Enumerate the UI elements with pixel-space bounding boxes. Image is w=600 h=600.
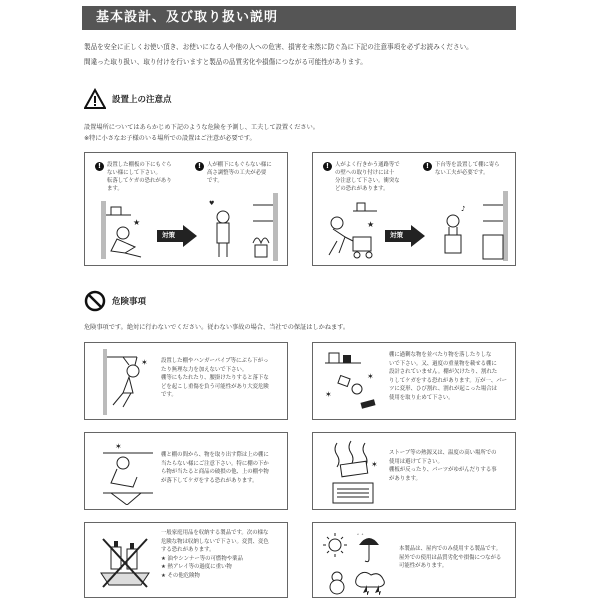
danger-line: 本製品は、屋内でのみ使用する製品です。: [399, 546, 501, 552]
svg-text:★: ★: [133, 218, 141, 227]
svg-text:✶: ✶: [115, 442, 122, 451]
danger-line: があります。: [389, 475, 421, 482]
danger-note: 危険事項です。絶対に行わないでください。従わない事故の場合、当社での保証はしかねます。: [84, 324, 350, 331]
warn-line: ない工夫が必要です。: [435, 170, 489, 176]
danger-line: 屋外での使用は品質劣化や損傷につながる: [399, 554, 502, 561]
child-beside-shelf-illustration: [201, 193, 281, 261]
danger-line: 棚と棚の間から、物を取り出す際は上の棚に: [161, 452, 269, 458]
danger-panel-overload: [312, 342, 516, 420]
warning-triangle-icon: [84, 88, 106, 110]
danger-line: 当たらない様にご注意下さい。特に棚の下か: [161, 460, 269, 467]
exclamation-icon: !: [95, 162, 104, 171]
install-section-heading: [84, 88, 172, 110]
danger-panel-heat-text: [389, 449, 497, 483]
weather-icons-illustration: [321, 527, 395, 595]
person-hanging-illustration: [93, 349, 157, 415]
warn-line: 分注意して下さい。衝突な: [335, 178, 400, 184]
danger-panel-hanging: [84, 342, 288, 420]
install-panel-2: [312, 152, 516, 266]
danger-line: ツに変形、ひび割れ、割れが起こった場合は: [389, 386, 498, 393]
person-with-cart-illustration: [323, 201, 385, 261]
warn-line: 人がよく行きかう通路等で: [335, 162, 400, 168]
warn-line: ない様にして下さい。: [107, 170, 161, 176]
exclamation-icon: !: [195, 162, 204, 171]
intro-line-2: 間違った取り扱い、取り付けを行いますと製品の品質劣化や損傷につながる可能性があります。: [84, 58, 367, 66]
install-panel-2-warning-right: [423, 161, 500, 177]
svg-text:✶: ✶: [367, 372, 374, 381]
danger-panel-heat: [312, 432, 516, 510]
danger-item: ★ 熱アレイ等の過度に重い物: [161, 564, 232, 571]
install-panel-1: [84, 152, 288, 266]
exclamation-icon: !: [423, 162, 432, 171]
warn-line: の壁への取り付けには十: [335, 170, 395, 176]
svg-text:★: ★: [367, 220, 375, 229]
danger-line: 設計されていません。棚が欠けたり、割れた: [389, 369, 498, 376]
page-title-bar: [82, 6, 516, 30]
danger-panel-indoor-text: [399, 545, 501, 571]
install-note-1: 設置場所についてはあらかじめ下記のような危険を予測し、工夫して設置ください。: [84, 124, 319, 131]
danger-section-title: 危険事項: [112, 297, 147, 307]
warn-line: どの恐れがあります。: [335, 186, 389, 192]
page-title: 基本設計、及び取り扱い説明: [96, 10, 279, 25]
prohibited-chemicals-illustration: [93, 529, 157, 593]
install-notes: [84, 122, 524, 144]
danger-line: 棚板が反ったり、パーツがゆがんだりする事: [389, 467, 497, 474]
danger-line: 一般家庭用品を収納する製品です。次の様な: [161, 530, 269, 536]
warn-line: 設置した棚板の下にもぐら: [107, 162, 172, 168]
warn-line: 人が棚下にもぐらない様に: [207, 162, 272, 168]
warn-line: ます。: [107, 186, 123, 192]
danger-line: です。: [161, 392, 177, 399]
install-note-2: ※特に小さなお子様のいる場所での設置はご注意が必要です。: [84, 135, 256, 142]
danger-line: 設置した棚やハンガーパイプ等にぶら下がっ: [161, 358, 269, 364]
svg-text:✶: ✶: [371, 460, 378, 469]
danger-line: いで下さい。又、過度の重量物を載せる棚に: [389, 360, 497, 367]
danger-item: ★ 油やシンナー等の可燃物や薬品: [161, 555, 243, 562]
danger-line: 可能性があります。: [399, 563, 448, 570]
svg-text:♪: ♪: [461, 205, 466, 213]
head-bump-illustration: [93, 439, 157, 505]
countermeasure-label: 対策: [162, 231, 175, 239]
danger-line: 棚に過剰な物を並べたり物を落したりしな: [389, 352, 492, 358]
danger-line: 使用は避けて下さい。: [389, 458, 443, 465]
svg-text:♥: ♥: [209, 200, 215, 207]
danger-panel-overload-text: [389, 351, 507, 403]
danger-line: 使用を取り止めて下さい。: [389, 394, 454, 401]
danger-panel-indoor-only: [312, 522, 516, 598]
child-under-shelf-illustration: [97, 201, 151, 259]
danger-line: どを起こし重傷を負う可能性があり大変危険: [161, 383, 269, 390]
danger-line: りしてケガをする恐れがあります。万が一、パー: [389, 377, 508, 384]
danger-panel-hanging-text: [161, 357, 269, 400]
danger-line: ら物が当たると商品の破損の他、上の棚や物: [161, 469, 269, 476]
install-panel-2-warning-left: [323, 161, 400, 193]
install-section-title: 設置上の注意点: [112, 95, 172, 105]
danger-item: ★ その他危険物: [161, 572, 200, 579]
danger-line: 棚等にもたれたり、腰掛けたりすると落下な: [161, 375, 269, 382]
danger-line: する恐れがあります。: [161, 547, 215, 554]
intro-line-1: 製品を安全に正しくお使い頂き、お使いになる人や他の人への危害、損害を未然に防ぐ為に下記の注意事項を必ずお読みください。: [84, 43, 473, 51]
danger-panel-hazardous-items: [84, 522, 288, 598]
prohibition-icon: [84, 290, 106, 312]
danger-line: が落下してケガをする恐れがあります。: [161, 477, 258, 484]
intro-text: [84, 40, 524, 70]
install-panel-1-warning-right: [195, 161, 272, 185]
danger-line: ストーブ等の熱源又は、温度の高い場所での: [389, 450, 497, 456]
danger-panel-head-bump-text: [161, 451, 269, 485]
warn-line: です。: [207, 178, 223, 184]
danger-panel-hazardous-text: [161, 529, 269, 581]
warn-line: 転落してケガの恐れがあり: [107, 178, 172, 184]
shelf-with-base-cabinet-illustration: [431, 191, 509, 261]
svg-text:ﾞ ﾞ: ﾞ ﾞ: [357, 534, 365, 541]
danger-section-heading: [84, 290, 146, 312]
svg-text:✶: ✶: [141, 358, 148, 367]
falling-objects-illustration: [321, 349, 385, 415]
svg-text:✶: ✶: [325, 390, 332, 399]
warn-line: 下台等を設置して棚に寄ら: [435, 162, 500, 168]
stove-heat-illustration: [323, 437, 385, 507]
countermeasure-label: 対策: [390, 231, 403, 239]
danger-line: たり無理な力を加えないで下さい。: [161, 366, 248, 373]
warn-line: 高さ調整等の工夫が必要: [207, 170, 267, 176]
exclamation-icon: !: [323, 162, 332, 171]
danger-line: 危険な物は収納しないで下さい。変質、変色: [161, 538, 269, 545]
install-panel-1-warning-left: [95, 161, 172, 193]
danger-panel-head-bump: [84, 432, 288, 510]
